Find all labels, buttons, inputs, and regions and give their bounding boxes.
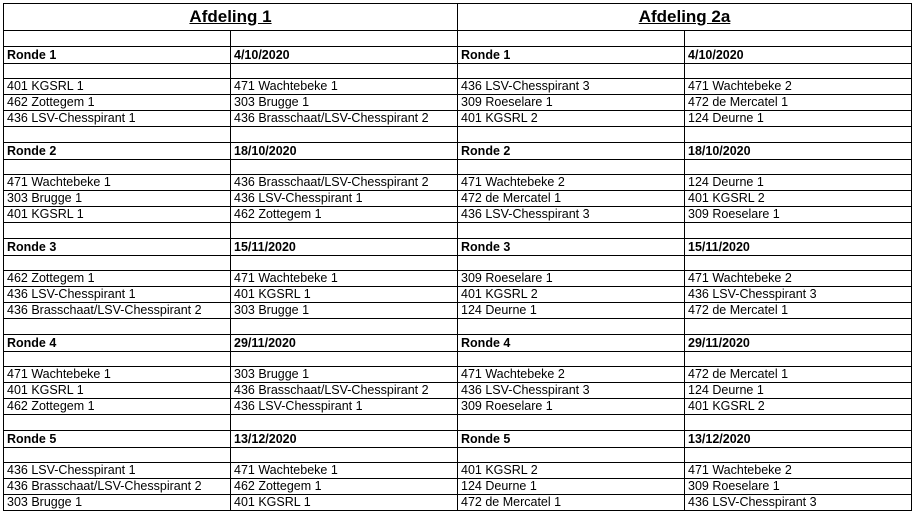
away-team: 401 KGSRL 1 — [231, 495, 458, 511]
empty-cell — [4, 223, 231, 239]
home-team: 401 KGSRL 2 — [458, 463, 685, 479]
empty-cell — [231, 319, 458, 335]
empty-cell — [685, 415, 912, 431]
empty-cell — [231, 31, 458, 47]
gap-row — [4, 319, 912, 335]
match-row — [4, 191, 912, 207]
empty-cell — [4, 352, 231, 367]
round-label: Ronde 3 — [4, 239, 231, 256]
empty-cell — [231, 448, 458, 463]
away-team: 436 Brasschaat/LSV-Chesspirant 2 — [231, 111, 458, 127]
round-header-row — [4, 239, 912, 256]
match-row — [4, 207, 912, 223]
home-team: 309 Roeselare 1 — [458, 271, 685, 287]
empty-cell — [231, 352, 458, 367]
round-date: 29/11/2020 — [231, 335, 458, 352]
home-team: 471 Wachtebeke 1 — [4, 175, 231, 191]
away-team: 436 LSV-Chesspirant 3 — [685, 287, 912, 303]
round-label: Ronde 5 — [4, 431, 231, 448]
home-team: 436 LSV-Chesspirant 3 — [458, 383, 685, 399]
empty-cell — [458, 160, 685, 175]
home-team: 303 Brugge 1 — [4, 495, 231, 511]
away-team: 309 Roeselare 1 — [685, 207, 912, 223]
empty-cell — [685, 319, 912, 335]
round-date: 18/10/2020 — [685, 143, 912, 160]
empty-cell — [685, 127, 912, 143]
match-row — [4, 383, 912, 399]
empty-cell — [458, 319, 685, 335]
away-team: 124 Deurne 1 — [685, 111, 912, 127]
empty-cell — [458, 256, 685, 271]
away-team: 436 Brasschaat/LSV-Chesspirant 2 — [231, 383, 458, 399]
home-team: 436 LSV-Chesspirant 1 — [4, 287, 231, 303]
home-team: 124 Deurne 1 — [458, 303, 685, 319]
away-team: 471 Wachtebeke 2 — [685, 79, 912, 95]
empty-cell — [4, 415, 231, 431]
blank-row — [4, 160, 912, 175]
empty-cell — [458, 415, 685, 431]
match-row — [4, 479, 912, 495]
empty-cell — [231, 256, 458, 271]
empty-cell — [685, 31, 912, 47]
home-team: 436 Brasschaat/LSV-Chesspirant 2 — [4, 479, 231, 495]
division-header-row — [4, 4, 912, 31]
home-team: 401 KGSRL 1 — [4, 383, 231, 399]
home-team: 401 KGSRL 1 — [4, 207, 231, 223]
match-row — [4, 303, 912, 319]
empty-cell — [685, 448, 912, 463]
empty-cell — [685, 160, 912, 175]
away-team: 401 KGSRL 2 — [685, 191, 912, 207]
away-team: 124 Deurne 1 — [685, 383, 912, 399]
blank-row — [4, 256, 912, 271]
home-team: 401 KGSRL 2 — [458, 287, 685, 303]
home-team: 401 KGSRL 1 — [4, 79, 231, 95]
away-team: 309 Roeselare 1 — [685, 479, 912, 495]
home-team: 309 Roeselare 1 — [458, 399, 685, 415]
match-row — [4, 287, 912, 303]
division-title: Afdeling 1 — [4, 4, 458, 31]
empty-cell — [4, 31, 231, 47]
round-label: Ronde 5 — [458, 431, 685, 448]
round-date: 15/11/2020 — [685, 239, 912, 256]
home-team: 309 Roeselare 1 — [458, 95, 685, 111]
home-team: 436 LSV-Chesspirant 3 — [458, 207, 685, 223]
empty-cell — [458, 31, 685, 47]
match-row — [4, 79, 912, 95]
round-header-row — [4, 431, 912, 448]
home-team: 462 Zottegem 1 — [4, 399, 231, 415]
empty-cell — [458, 448, 685, 463]
empty-cell — [458, 352, 685, 367]
empty-cell — [458, 64, 685, 79]
empty-cell — [4, 448, 231, 463]
home-team: 303 Brugge 1 — [4, 191, 231, 207]
round-label: Ronde 1 — [458, 47, 685, 64]
empty-cell — [685, 64, 912, 79]
round-date: 4/10/2020 — [231, 47, 458, 64]
match-row — [4, 367, 912, 383]
empty-cell — [4, 256, 231, 271]
round-label: Ronde 1 — [4, 47, 231, 64]
round-label: Ronde 4 — [458, 335, 685, 352]
home-team: 472 de Mercatel 1 — [458, 191, 685, 207]
away-team: 401 KGSRL 2 — [685, 399, 912, 415]
away-team: 471 Wachtebeke 1 — [231, 79, 458, 95]
schedule-table — [3, 3, 912, 511]
away-team: 303 Brugge 1 — [231, 95, 458, 111]
home-team: 471 Wachtebeke 2 — [458, 175, 685, 191]
away-team: 303 Brugge 1 — [231, 303, 458, 319]
schedule-body — [4, 4, 912, 511]
away-team: 436 LSV-Chesspirant 3 — [685, 495, 912, 511]
away-team: 472 de Mercatel 1 — [685, 303, 912, 319]
round-date: 15/11/2020 — [231, 239, 458, 256]
match-row — [4, 495, 912, 511]
round-label: Ronde 2 — [4, 143, 231, 160]
match-row — [4, 175, 912, 191]
empty-cell — [4, 127, 231, 143]
empty-cell — [231, 160, 458, 175]
empty-cell — [231, 127, 458, 143]
away-team: 471 Wachtebeke 1 — [231, 463, 458, 479]
away-team: 462 Zottegem 1 — [231, 207, 458, 223]
round-date: 18/10/2020 — [231, 143, 458, 160]
match-row — [4, 111, 912, 127]
home-team: 436 LSV-Chesspirant 1 — [4, 111, 231, 127]
empty-cell — [685, 256, 912, 271]
gap-row — [4, 415, 912, 431]
spacer-row — [4, 31, 912, 47]
empty-cell — [4, 64, 231, 79]
empty-cell — [231, 415, 458, 431]
away-team: 124 Deurne 1 — [685, 175, 912, 191]
away-team: 401 KGSRL 1 — [231, 287, 458, 303]
gap-row — [4, 127, 912, 143]
round-date: 13/12/2020 — [231, 431, 458, 448]
round-label: Ronde 2 — [458, 143, 685, 160]
empty-cell — [231, 64, 458, 79]
home-team: 436 LSV-Chesspirant 1 — [4, 463, 231, 479]
away-team: 436 LSV-Chesspirant 1 — [231, 191, 458, 207]
round-header-row — [4, 47, 912, 64]
away-team: 303 Brugge 1 — [231, 367, 458, 383]
empty-cell — [4, 160, 231, 175]
home-team: 401 KGSRL 2 — [458, 111, 685, 127]
empty-cell — [685, 223, 912, 239]
match-row — [4, 95, 912, 111]
away-team: 471 Wachtebeke 2 — [685, 271, 912, 287]
empty-cell — [458, 127, 685, 143]
away-team: 472 de Mercatel 1 — [685, 95, 912, 111]
home-team: 436 Brasschaat/LSV-Chesspirant 2 — [4, 303, 231, 319]
home-team: 124 Deurne 1 — [458, 479, 685, 495]
empty-cell — [4, 319, 231, 335]
blank-row — [4, 448, 912, 463]
empty-cell — [458, 223, 685, 239]
home-team: 471 Wachtebeke 1 — [4, 367, 231, 383]
round-date: 29/11/2020 — [685, 335, 912, 352]
home-team: 472 de Mercatel 1 — [458, 495, 685, 511]
round-header-row — [4, 335, 912, 352]
match-row — [4, 399, 912, 415]
away-team: 471 Wachtebeke 2 — [685, 463, 912, 479]
empty-cell — [231, 223, 458, 239]
away-team: 462 Zottegem 1 — [231, 479, 458, 495]
away-team: 436 LSV-Chesspirant 1 — [231, 399, 458, 415]
home-team: 462 Zottegem 1 — [4, 271, 231, 287]
blank-row — [4, 352, 912, 367]
match-row — [4, 271, 912, 287]
gap-row — [4, 223, 912, 239]
round-date: 13/12/2020 — [685, 431, 912, 448]
away-team: 471 Wachtebeke 1 — [231, 271, 458, 287]
round-label: Ronde 3 — [458, 239, 685, 256]
home-team: 462 Zottegem 1 — [4, 95, 231, 111]
away-team: 436 Brasschaat/LSV-Chesspirant 2 — [231, 175, 458, 191]
round-label: Ronde 4 — [4, 335, 231, 352]
round-header-row — [4, 143, 912, 160]
round-date: 4/10/2020 — [685, 47, 912, 64]
home-team: 436 LSV-Chesspirant 3 — [458, 79, 685, 95]
blank-row — [4, 64, 912, 79]
division-title: Afdeling 2a — [458, 4, 912, 31]
home-team: 471 Wachtebeke 2 — [458, 367, 685, 383]
away-team: 472 de Mercatel 1 — [685, 367, 912, 383]
empty-cell — [685, 352, 912, 367]
match-row — [4, 463, 912, 479]
